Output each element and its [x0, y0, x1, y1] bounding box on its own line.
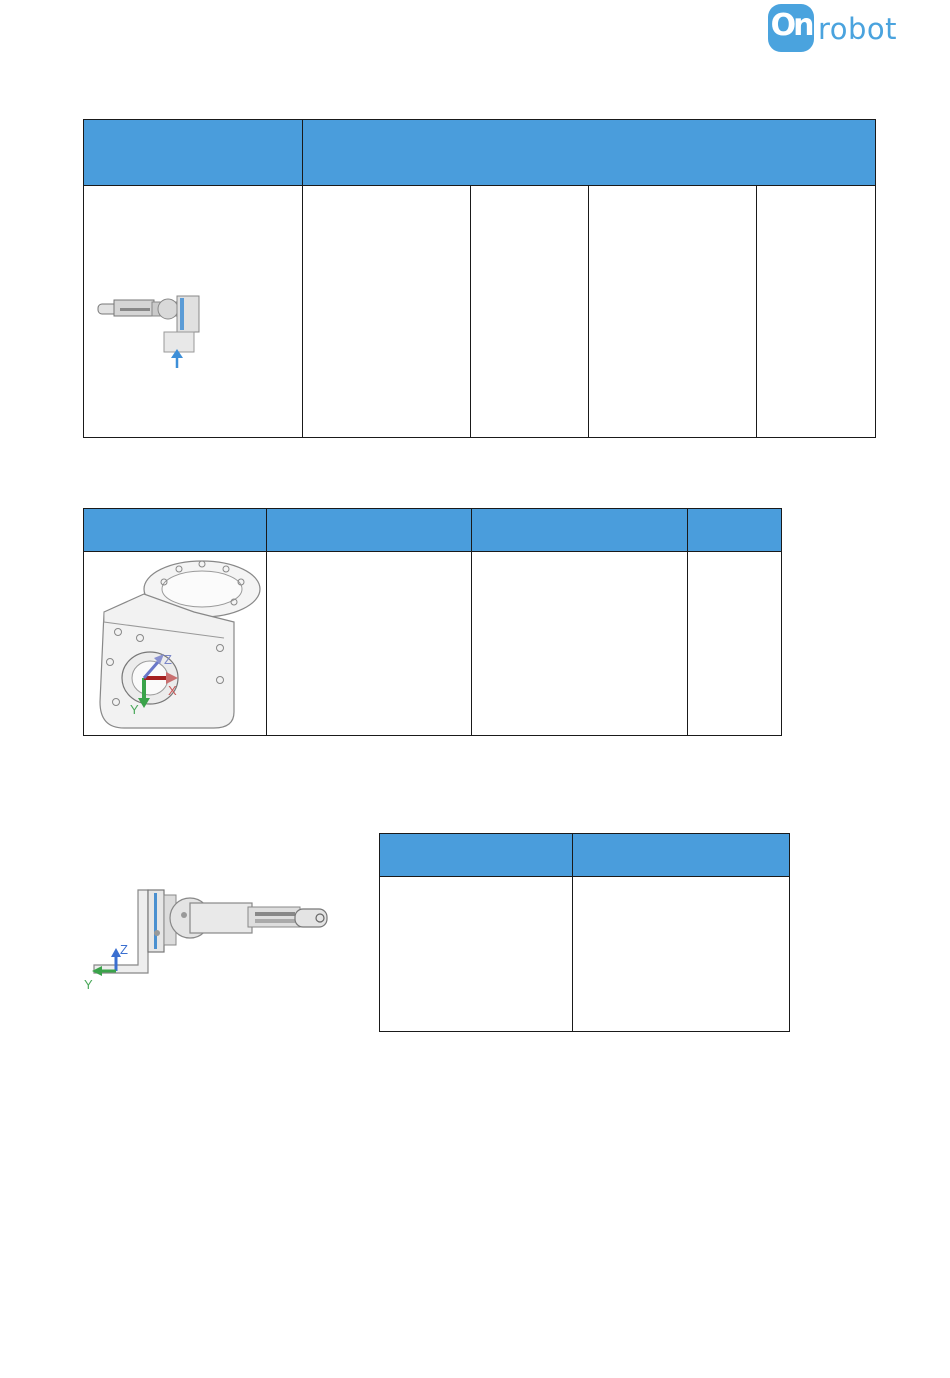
table-2-cell — [688, 552, 782, 736]
table-3-cell — [380, 877, 573, 1032]
axis-label-x: X — [168, 683, 177, 698]
table-1-cell — [589, 186, 757, 438]
axis-label-y: Y — [84, 977, 93, 992]
logo-mark — [768, 4, 814, 52]
table-2-cell — [472, 552, 688, 736]
gripper-side-axes-image — [80, 885, 340, 995]
table-1-cell — [303, 186, 471, 438]
table-row — [84, 552, 782, 736]
table-1-image-cell — [84, 186, 303, 438]
table-3 — [379, 833, 790, 1032]
table-1-header-cell — [84, 120, 303, 186]
table-2-header-cell — [267, 509, 472, 552]
logo-wordmark: robot — [818, 12, 898, 46]
axis-label-z: Z — [120, 942, 128, 957]
table-1-header-cell — [303, 120, 876, 186]
table-3-cell — [573, 877, 790, 1032]
table-3-header-cell — [380, 834, 573, 877]
axis-label-y: Y — [130, 702, 139, 717]
table-3-header-cell — [573, 834, 790, 877]
table-row — [380, 877, 790, 1032]
logo-mark-text: On — [770, 8, 812, 43]
table-1-header-row — [84, 120, 876, 186]
table-2-header-cell — [688, 509, 782, 552]
table-2-image-cell — [84, 552, 267, 736]
bracket-axes-image — [84, 552, 267, 735]
onrobot-logo — [768, 4, 898, 54]
axis-label-z: Z — [164, 652, 172, 667]
table-row — [84, 186, 876, 438]
table-2-header-cell — [472, 509, 688, 552]
table-1-cell — [471, 186, 589, 438]
table-1 — [83, 119, 876, 438]
table-2-header-cell — [84, 509, 267, 552]
table-1-cell — [757, 186, 876, 438]
table-2 — [83, 508, 782, 736]
table-2-cell — [267, 552, 472, 736]
gripper-top-view-image — [84, 186, 303, 437]
table-2-header-row — [84, 509, 782, 552]
table-3-header-row — [380, 834, 790, 877]
gripper-side-figure — [80, 885, 340, 995]
